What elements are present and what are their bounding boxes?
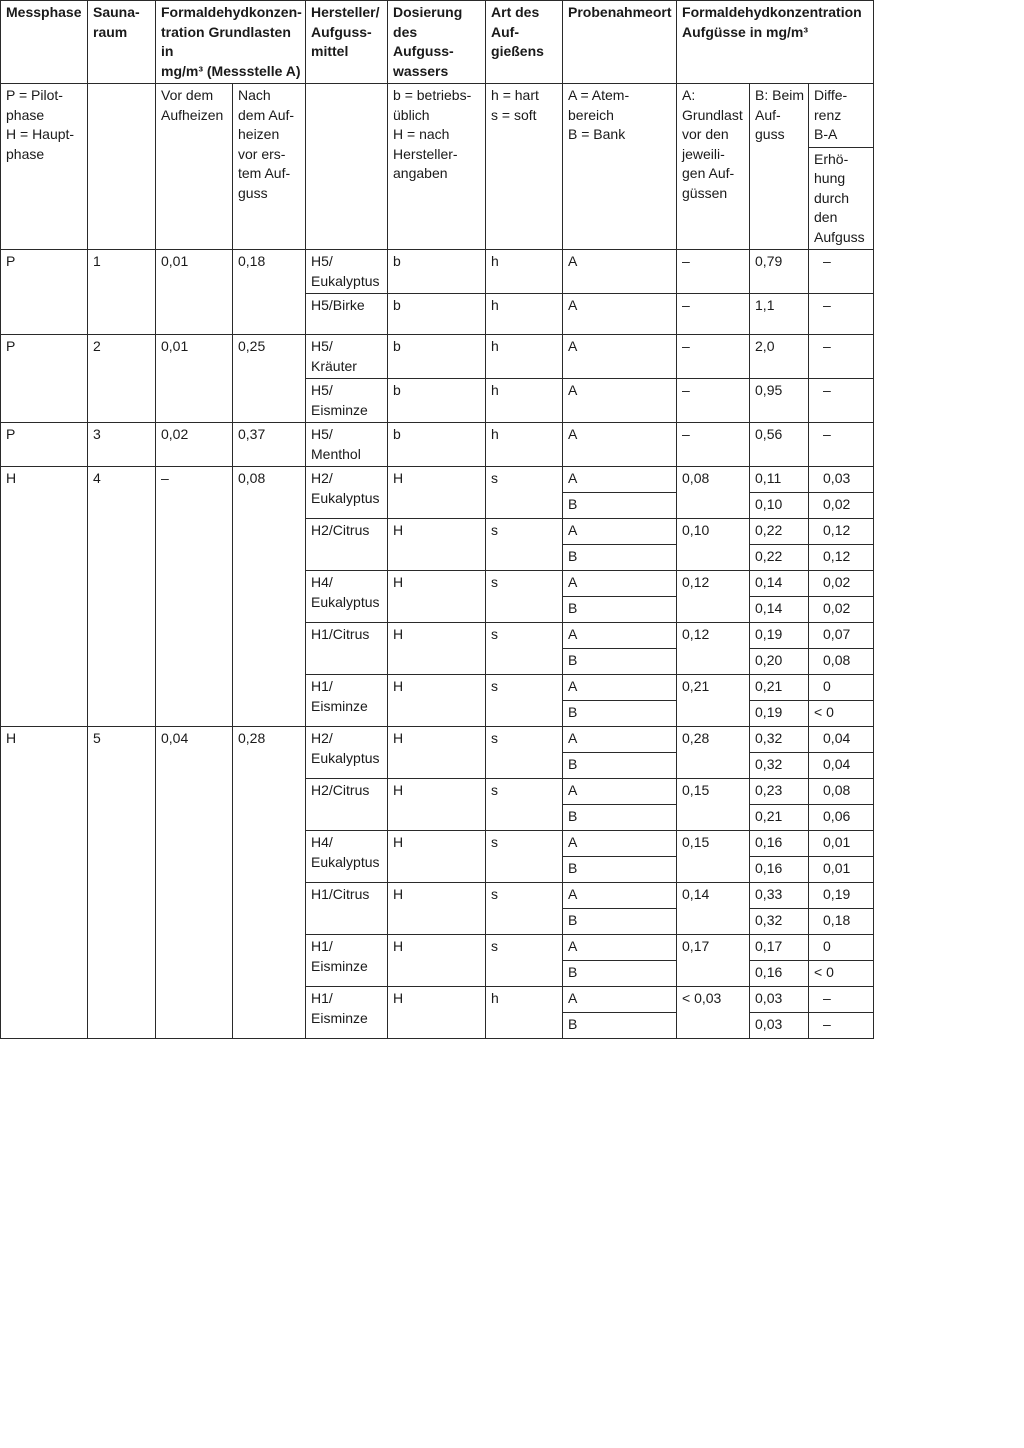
cell-hersteller: H5/ Menthol (306, 423, 388, 467)
header-saunaraum: Sauna- raum (88, 1, 156, 84)
cell-grundlast-a: 0,17 (677, 935, 750, 987)
cell-saunaraum: 4 (88, 467, 156, 727)
cell-dosierung: H (388, 571, 486, 623)
cell-grundlast-nach: 0,18 (233, 250, 306, 335)
cell-probenahmeort: A (563, 675, 677, 701)
header-grundlast: Formaldehydkonzen- tration Grundlasten in mg/m³ (Messstelle A) (156, 1, 306, 84)
cell-dosierung: H (388, 883, 486, 935)
cell-grundlast-nach: 0,25 (233, 335, 306, 423)
cell-probenahmeort: B (563, 753, 677, 779)
cell-differenz: 0,08 (809, 779, 874, 805)
cell-probenahmeort: B (563, 857, 677, 883)
cell-probenahmeort: B (563, 597, 677, 623)
cell-beim-aufguss-b: 0,32 (750, 727, 809, 753)
cell-dosierung: b (388, 250, 486, 294)
cell-dosierung: H (388, 987, 486, 1039)
cell-dosierung: H (388, 519, 486, 571)
cell-messphase: P (1, 335, 88, 423)
cell-art: s (486, 675, 563, 727)
header-probenahme: Probenahmeort (563, 1, 677, 84)
cell-probenahmeort: B (563, 909, 677, 935)
cell-grundlast-a: 0,14 (677, 883, 750, 935)
cell-art: s (486, 779, 563, 831)
cell-differenz: – (809, 379, 874, 423)
cell-art: s (486, 883, 563, 935)
cell-hersteller: H2/ Eukalyptus (306, 467, 388, 519)
cell-beim-aufguss-b: 0,10 (750, 493, 809, 519)
cell-art: s (486, 831, 563, 883)
cell-grundlast-vor: 0,01 (156, 250, 233, 335)
legend-vor: Vor dem Aufheizen (156, 84, 233, 250)
cell-grundlast-a: – (677, 335, 750, 379)
cell-beim-aufguss-b: 0,56 (750, 423, 809, 467)
cell-differenz: 0,02 (809, 597, 874, 623)
cell-probenahmeort: B (563, 493, 677, 519)
cell-probenahmeort: B (563, 545, 677, 571)
cell-beim-aufguss-b: 0,14 (750, 597, 809, 623)
cell-dosierung: b (388, 423, 486, 467)
legend-differenz: Diffe- renz B-A (809, 84, 874, 148)
cell-beim-aufguss-b: 0,17 (750, 935, 809, 961)
table-row (1, 335, 874, 379)
cell-hersteller: H1/ Eisminze (306, 675, 388, 727)
cell-grundlast-a: 0,12 (677, 623, 750, 675)
cell-dosierung: H (388, 727, 486, 779)
header-aufguesse: Formaldehydkonzentration Aufgüsse in mg/m³ (677, 1, 874, 84)
cell-differenz: – (809, 250, 874, 294)
cell-probenahmeort: A (563, 779, 677, 805)
legend-art: h = hart s = soft (486, 84, 563, 250)
cell-dosierung: H (388, 935, 486, 987)
cell-differenz: < 0 (809, 961, 874, 987)
cell-probenahmeort: A (563, 571, 677, 597)
cell-differenz: 0 (809, 675, 874, 701)
cell-differenz: 0,02 (809, 571, 874, 597)
legend-erhoehung: Erhö- hung durch den Aufguss (809, 147, 874, 250)
cell-grundlast-a: 0,08 (677, 467, 750, 519)
cell-grundlast-vor: 0,01 (156, 335, 233, 423)
cell-beim-aufguss-b: 0,79 (750, 250, 809, 294)
cell-probenahmeort: A (563, 335, 677, 379)
cell-beim-aufguss-b: 0,03 (750, 987, 809, 1013)
cell-differenz: 0,07 (809, 623, 874, 649)
cell-messphase: H (1, 467, 88, 727)
cell-hersteller: H2/Citrus (306, 519, 388, 571)
cell-differenz: 0,01 (809, 857, 874, 883)
cell-hersteller: H2/Citrus (306, 779, 388, 831)
cell-beim-aufguss-b: 0,11 (750, 467, 809, 493)
cell-beim-aufguss-b: 0,32 (750, 909, 809, 935)
table-row (1, 250, 874, 294)
cell-differenz: < 0 (809, 701, 874, 727)
legend-nach: Nach dem Auf- heizen vor ers- tem Auf- guss (233, 84, 306, 250)
cell-beim-aufguss-b: 0,95 (750, 379, 809, 423)
cell-grundlast-a: 0,21 (677, 675, 750, 727)
cell-hersteller: H1/ Eisminze (306, 987, 388, 1039)
cell-probenahmeort: A (563, 519, 677, 545)
cell-hersteller: H2/ Eukalyptus (306, 727, 388, 779)
legend-beim-b: B: Beim Auf- guss (750, 84, 809, 250)
cell-art: h (486, 294, 563, 335)
cell-grundlast-a: 0,15 (677, 779, 750, 831)
cell-differenz: 0,01 (809, 831, 874, 857)
cell-hersteller: H5/ Eisminze (306, 379, 388, 423)
cell-art: s (486, 467, 563, 519)
cell-dosierung: H (388, 779, 486, 831)
cell-beim-aufguss-b: 0,21 (750, 805, 809, 831)
legend-saunaraum-empty (88, 84, 156, 250)
cell-differenz: 0,19 (809, 883, 874, 909)
cell-dosierung: b (388, 294, 486, 335)
cell-differenz: 0,03 (809, 467, 874, 493)
cell-dosierung: H (388, 831, 486, 883)
cell-differenz: 0,08 (809, 649, 874, 675)
cell-hersteller: H5/Birke (306, 294, 388, 335)
cell-probenahmeort: A (563, 467, 677, 493)
cell-dosierung: H (388, 675, 486, 727)
cell-art: h (486, 379, 563, 423)
cell-grundlast-a: 0,28 (677, 727, 750, 779)
cell-probenahmeort: B (563, 805, 677, 831)
legend-messphase: P = Pilot- phase H = Haupt- phase (1, 84, 88, 250)
cell-beim-aufguss-b: 0,20 (750, 649, 809, 675)
cell-grundlast-a: 0,10 (677, 519, 750, 571)
cell-saunaraum: 5 (88, 727, 156, 1039)
header-row (1, 1, 874, 84)
cell-probenahmeort: A (563, 423, 677, 467)
cell-beim-aufguss-b: 0,32 (750, 753, 809, 779)
cell-art: h (486, 423, 563, 467)
cell-beim-aufguss-b: 0,16 (750, 857, 809, 883)
cell-differenz: 0,06 (809, 805, 874, 831)
cell-beim-aufguss-b: 0,16 (750, 831, 809, 857)
cell-differenz: – (809, 1013, 874, 1039)
legend-grundlast-a: A: Grundlast vor den jeweili- gen Auf- güssen (677, 84, 750, 250)
cell-probenahmeort: A (563, 935, 677, 961)
cell-grundlast-nach: 0,37 (233, 423, 306, 467)
cell-grundlast-vor: – (156, 467, 233, 727)
cell-probenahmeort: B (563, 961, 677, 987)
cell-differenz: – (809, 987, 874, 1013)
legend-row (1, 84, 874, 148)
cell-probenahmeort: A (563, 623, 677, 649)
cell-hersteller: H5/ Kräuter (306, 335, 388, 379)
cell-hersteller: H1/Citrus (306, 623, 388, 675)
cell-grundlast-a: – (677, 250, 750, 294)
cell-differenz: 0,04 (809, 727, 874, 753)
cell-dosierung: H (388, 467, 486, 519)
header-messphase: Messphase (1, 1, 88, 84)
cell-art: h (486, 250, 563, 294)
cell-saunaraum: 2 (88, 335, 156, 423)
cell-beim-aufguss-b: 2,0 (750, 335, 809, 379)
cell-art: h (486, 987, 563, 1039)
cell-beim-aufguss-b: 0,19 (750, 623, 809, 649)
cell-messphase: H (1, 727, 88, 1039)
cell-probenahmeort: A (563, 883, 677, 909)
cell-grundlast-vor: 0,04 (156, 727, 233, 1039)
cell-beim-aufguss-b: 0,22 (750, 519, 809, 545)
cell-hersteller: H1/Citrus (306, 883, 388, 935)
cell-grundlast-a: – (677, 379, 750, 423)
cell-probenahmeort: B (563, 701, 677, 727)
cell-art: s (486, 571, 563, 623)
cell-dosierung: H (388, 623, 486, 675)
cell-hersteller: H4/ Eukalyptus (306, 571, 388, 623)
cell-differenz: 0,12 (809, 545, 874, 571)
table-row (1, 727, 874, 753)
cell-art: s (486, 623, 563, 675)
cell-messphase: P (1, 250, 88, 335)
cell-beim-aufguss-b: 1,1 (750, 294, 809, 335)
cell-hersteller: H1/ Eisminze (306, 935, 388, 987)
cell-probenahmeort: A (563, 379, 677, 423)
cell-dosierung: b (388, 335, 486, 379)
cell-beim-aufguss-b: 0,22 (750, 545, 809, 571)
cell-beim-aufguss-b: 0,03 (750, 1013, 809, 1039)
cell-beim-aufguss-b: 0,19 (750, 701, 809, 727)
cell-hersteller: H5/ Eukalyptus (306, 250, 388, 294)
cell-differenz: 0,18 (809, 909, 874, 935)
cell-differenz: – (809, 423, 874, 467)
cell-grundlast-nach: 0,28 (233, 727, 306, 1039)
cell-differenz: – (809, 335, 874, 379)
cell-probenahmeort: A (563, 294, 677, 335)
cell-differenz: 0 (809, 935, 874, 961)
cell-grundlast-nach: 0,08 (233, 467, 306, 727)
legend-hersteller-empty (306, 84, 388, 250)
cell-grundlast-a: – (677, 423, 750, 467)
cell-messphase: P (1, 423, 88, 467)
cell-dosierung: b (388, 379, 486, 423)
header-art: Art des Auf- gießens (486, 1, 563, 84)
cell-saunaraum: 3 (88, 423, 156, 467)
cell-beim-aufguss-b: 0,16 (750, 961, 809, 987)
table-row (1, 467, 874, 493)
cell-grundlast-a: < 0,03 (677, 987, 750, 1039)
cell-art: s (486, 935, 563, 987)
header-hersteller: Hersteller/ Aufguss- mittel (306, 1, 388, 84)
cell-grundlast-a: 0,15 (677, 831, 750, 883)
cell-probenahmeort: A (563, 250, 677, 294)
cell-art: h (486, 335, 563, 379)
cell-differenz: – (809, 294, 874, 335)
cell-grundlast-vor: 0,02 (156, 423, 233, 467)
cell-beim-aufguss-b: 0,23 (750, 779, 809, 805)
cell-beim-aufguss-b: 0,21 (750, 675, 809, 701)
cell-art: s (486, 727, 563, 779)
cell-probenahmeort: A (563, 987, 677, 1013)
cell-probenahmeort: A (563, 727, 677, 753)
cell-differenz: 0,04 (809, 753, 874, 779)
cell-probenahmeort: B (563, 1013, 677, 1039)
cell-hersteller: H4/ Eukalyptus (306, 831, 388, 883)
cell-art: s (486, 519, 563, 571)
table-row (1, 423, 874, 467)
header-dosierung: Dosierung des Aufguss- wassers (388, 1, 486, 84)
cell-differenz: 0,02 (809, 493, 874, 519)
cell-probenahmeort: A (563, 831, 677, 857)
cell-beim-aufguss-b: 0,14 (750, 571, 809, 597)
cell-beim-aufguss-b: 0,33 (750, 883, 809, 909)
cell-saunaraum: 1 (88, 250, 156, 335)
cell-grundlast-a: 0,12 (677, 571, 750, 623)
cell-probenahmeort: B (563, 649, 677, 675)
legend-dosierung: b = betriebs- üblich H = nach Hersteller- angaben (388, 84, 486, 250)
cell-grundlast-a: – (677, 294, 750, 335)
legend-probenahme: A = Atem- bereich B = Bank (563, 84, 677, 250)
cell-differenz: 0,12 (809, 519, 874, 545)
